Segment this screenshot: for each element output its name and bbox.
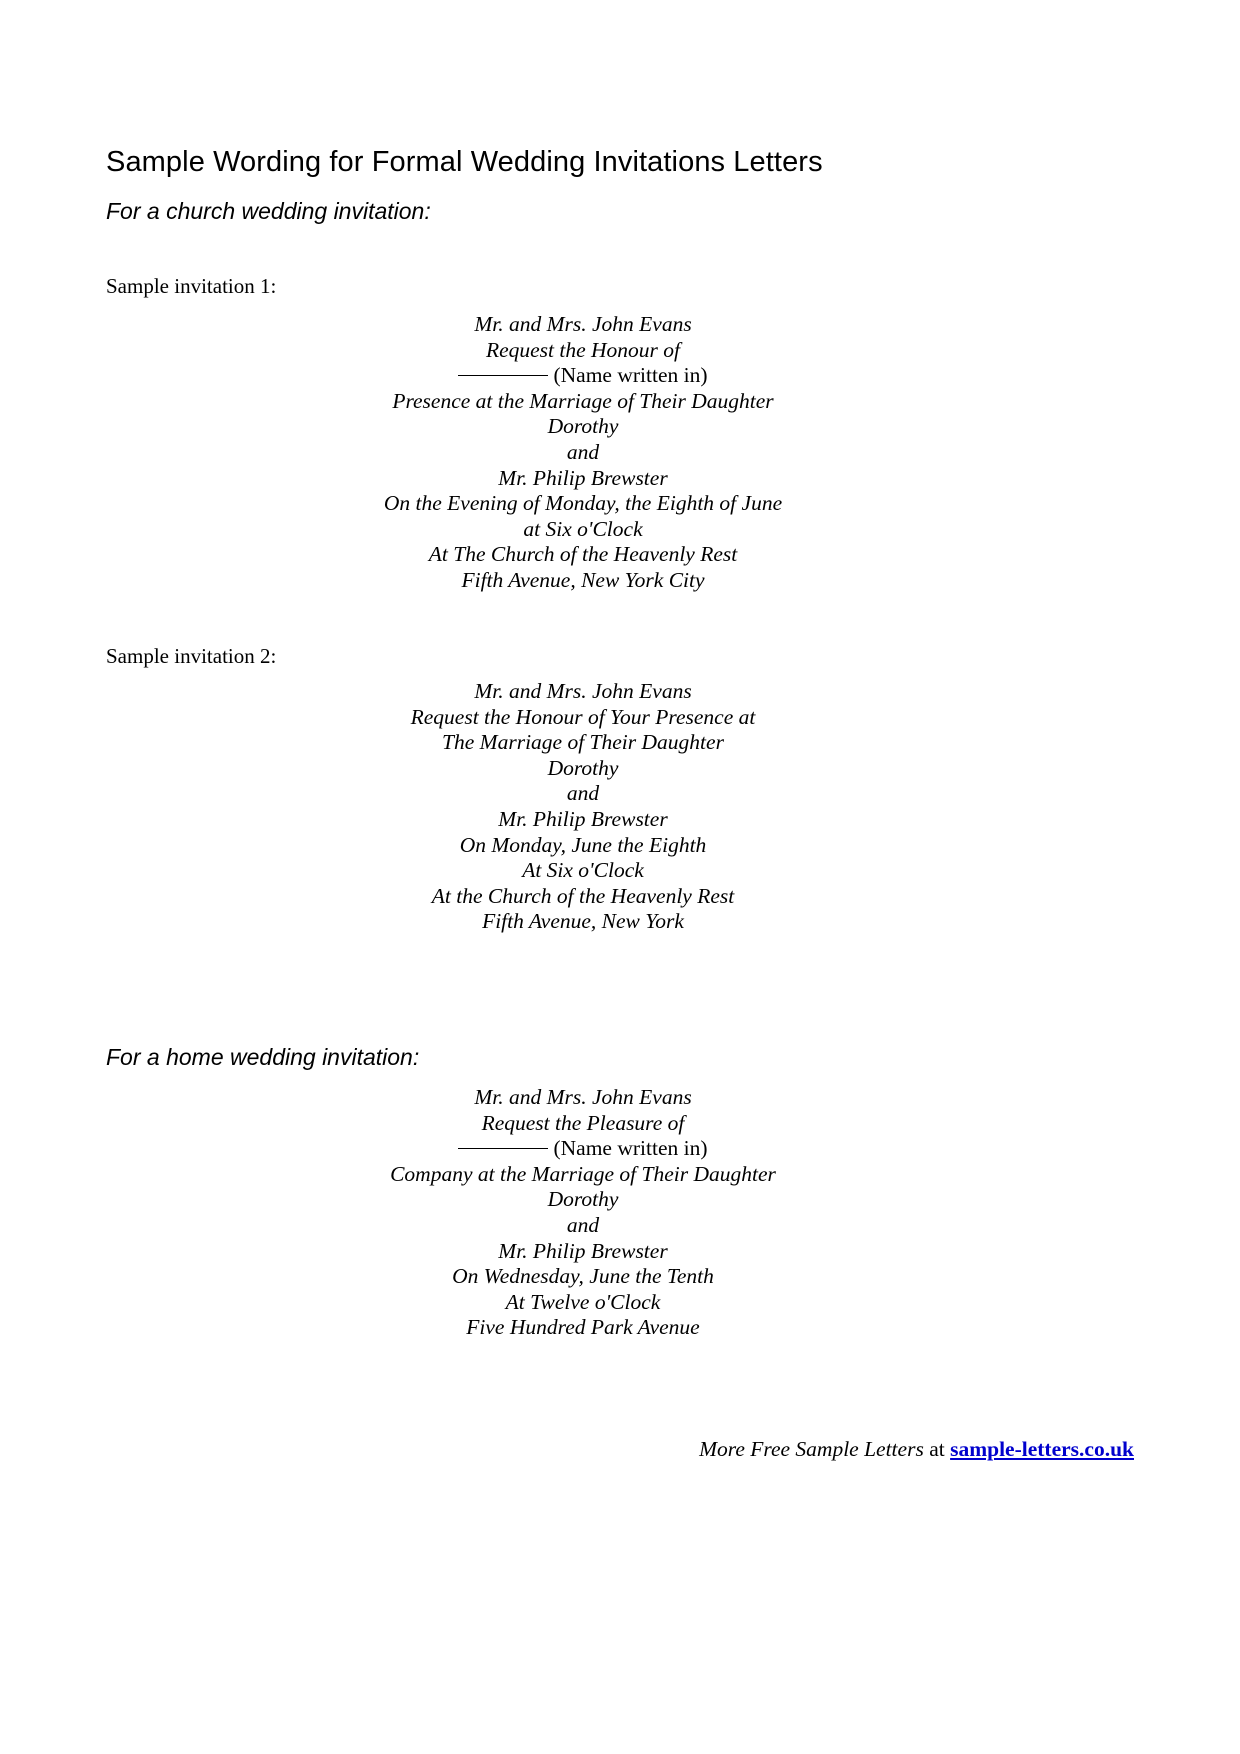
invitation-line: On Wednesday, June the Tenth <box>452 1264 714 1289</box>
invitation-line: On Monday, June the Eighth <box>459 832 707 857</box>
invitation-line: Mr. Philip Brewster <box>498 465 668 490</box>
invitation-line: Fifth Avenue, New York <box>482 909 684 934</box>
invitation-line: At Twelve o'Clock <box>505 1289 661 1314</box>
footer <box>106 1437 1134 1462</box>
invitation-block-church-1 <box>106 312 1134 594</box>
footer-link[interactable]: sample-letters.co.uk <box>950 1437 1134 1461</box>
invitation-line: Dorothy <box>547 414 619 439</box>
invitation-block-home-1 <box>106 1085 1134 1341</box>
name-written-in-note: (Name written in) <box>553 363 708 388</box>
invitation-line: Mr. Philip Brewster <box>498 806 668 831</box>
invitation-line: Dorothy <box>547 755 619 780</box>
invitation-block-church-2 <box>106 679 1134 935</box>
invitation-line: Mr. Philip Brewster <box>498 1238 668 1263</box>
invitation-line: On the Evening of Monday, the Eighth of June <box>383 491 783 516</box>
invitation-line: Presence at the Marriage of Their Daughter <box>392 388 774 413</box>
invitation-line: Request the Honour of <box>485 337 681 362</box>
invitation-line: At The Church of the Heavenly Rest <box>428 542 738 567</box>
invitation-line: Company at the Marriage of Their Daughter <box>390 1161 776 1186</box>
name-written-in-note: (Name written in) <box>553 1136 708 1161</box>
invitation-line-name-blank <box>106 363 1134 389</box>
invitation-line: Request the Honour of Your Presence at <box>410 704 756 729</box>
invitation-line-name-blank <box>106 1136 1134 1162</box>
section-heading-home: For a home wedding invitation: <box>106 1044 420 1070</box>
invitation-line: Dorothy <box>547 1187 619 1212</box>
invitation-line: Mr. and Mrs. John Evans <box>474 1085 692 1109</box>
invitation-line: Five Hundred Park Avenue <box>466 1315 700 1340</box>
invitation-line: and <box>566 439 600 464</box>
invitation-line: At the Church of the Heavenly Rest <box>431 883 735 908</box>
footer-at: at <box>923 1437 951 1461</box>
invitation-line: At Six o'Clock <box>522 858 644 883</box>
invitation-line: Fifth Avenue, New York City <box>461 567 705 592</box>
invitation-line: Request the Pleasure of <box>481 1110 685 1135</box>
sample-label-2: Sample invitation 2: <box>106 644 277 668</box>
invitation-line: at Six o'Clock <box>523 516 643 541</box>
write-in-rule <box>458 1148 548 1149</box>
sample-label-1: Sample invitation 1: <box>106 274 277 298</box>
invitation-line: The Marriage of Their Daughter <box>442 730 724 755</box>
section-heading-church: For a church wedding invitation: <box>106 198 431 224</box>
invitation-line: and <box>566 781 600 806</box>
footer-prefix: More Free Sample Letters <box>699 1437 924 1461</box>
page-title: Sample Wording for Formal Wedding Invitations Letters <box>106 146 823 179</box>
invitation-line: Mr. and Mrs. John Evans <box>474 679 692 703</box>
document-content <box>106 0 1134 1754</box>
invitation-line: Mr. and Mrs. John Evans <box>474 312 692 336</box>
invitation-line: and <box>566 1212 600 1237</box>
write-in-rule <box>458 375 548 376</box>
